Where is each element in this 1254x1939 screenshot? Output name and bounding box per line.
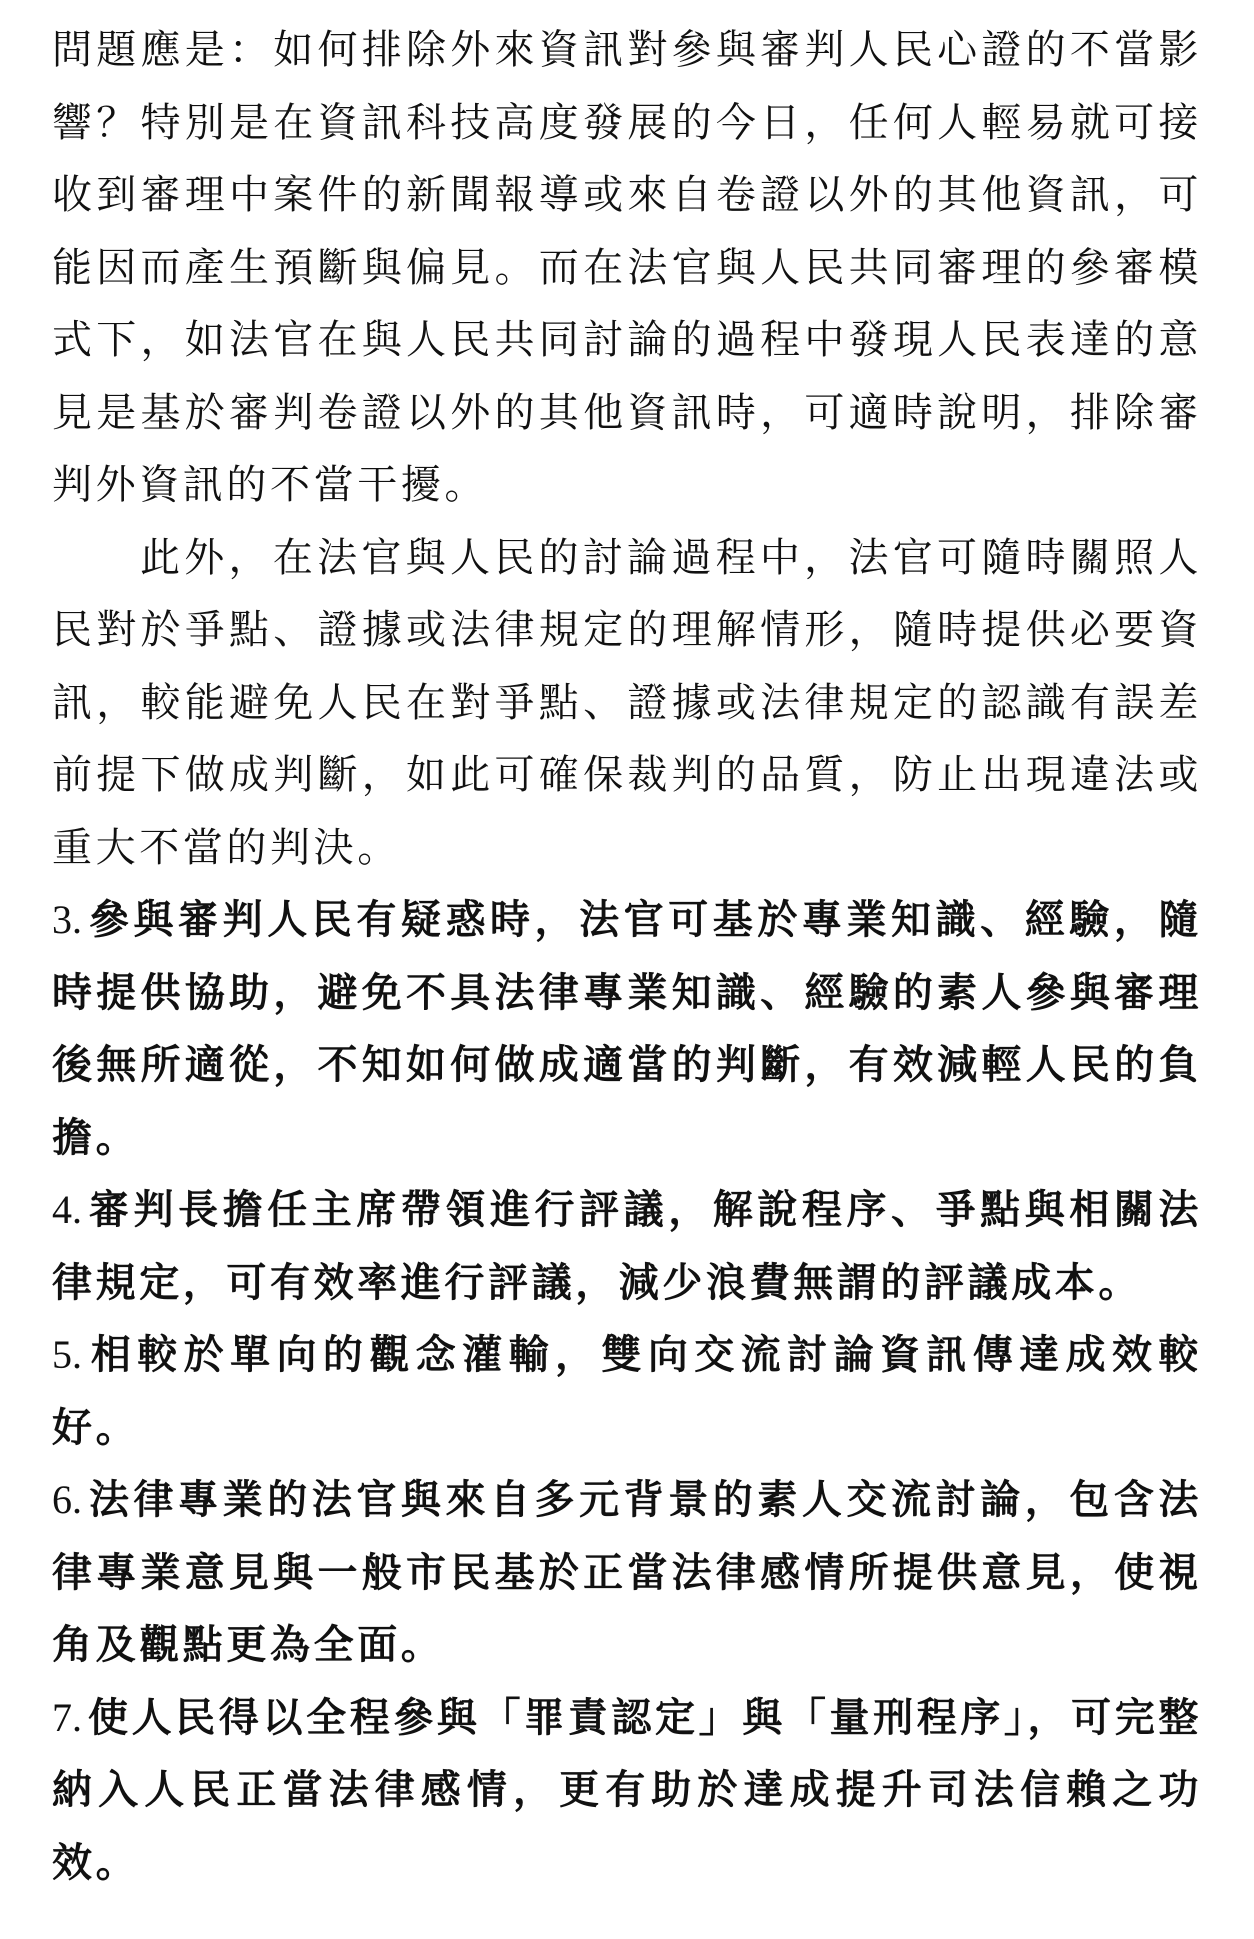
- list-item: [52, 884, 1202, 1174]
- list-item-text: 審判長擔任主席帶領進行評議，解說程序、爭點與相關法律規定，可有效率進行評議，減少浪費無謂的評議成本。: [52, 1186, 1202, 1306]
- list-item-text: 法律專業的法官與來自多元背景的素人交流討論，包含法律專業意見與一般市民基於正當法律感情所提供意見，使視角及觀點更為全面。: [52, 1476, 1202, 1668]
- list-item: [52, 1174, 1202, 1319]
- list-item: [52, 1464, 1202, 1682]
- list-item: [52, 1319, 1202, 1464]
- paragraph-discussion: 此外，在法官與人民的討論過程中，法官可隨時關照人民對於爭點、證據或法律規定的理解情形，隨時提供必要資訊，較能避免人民在對爭點、證據或法律規定的認識有誤差前提下做成判斷，如此可確保裁判的品質，防止出現違法或重大不當的判決。: [52, 534, 1202, 871]
- paragraph-continuation: 問題應是：如何排除外來資訊對參與審判人民心證的不當影響？特別是在資訊科技高度發展的今日，任何人輕易就可接收到審理中案件的新聞報導或來自卷證以外的其他資訊，可能因而產生預斷與偏見。而在法官與人民共同審理的參審模式下，如法官在與人民共同討論的過程中發現人民表達的意見是基於審判卷證以外的其他資訊時，可適時說明，排除審判外資訊的不當干擾。: [52, 27, 1202, 508]
- list-item: [52, 1682, 1202, 1900]
- list-item-text: 相較於單向的觀念灌輸，雙向交流討論資訊傳達成效較好。: [52, 1331, 1202, 1451]
- list-item-number: 3.: [52, 897, 82, 942]
- list-item-text: 參與審判人民有疑惑時，法官可基於專業知識、經驗，隨時提供協助，避免不具法律專業知識、經驗的素人參與審理後無所適從，不知如何做成適當的判斷，有效減輕人民的負擔。: [52, 896, 1202, 1161]
- list-item-number: 6.: [52, 1477, 82, 1522]
- list-item-number: 7.: [52, 1694, 82, 1740]
- list-item-number: 5.: [52, 1332, 82, 1377]
- list-item-number: 4.: [52, 1187, 82, 1232]
- document-body: [52, 14, 1202, 1899]
- list-item-text: 使人民得以全程參與「罪責認定」與「量刑程序」，可完整納入人民正當法律感情，更有助於達成提升司法信賴之功效。: [52, 1693, 1202, 1886]
